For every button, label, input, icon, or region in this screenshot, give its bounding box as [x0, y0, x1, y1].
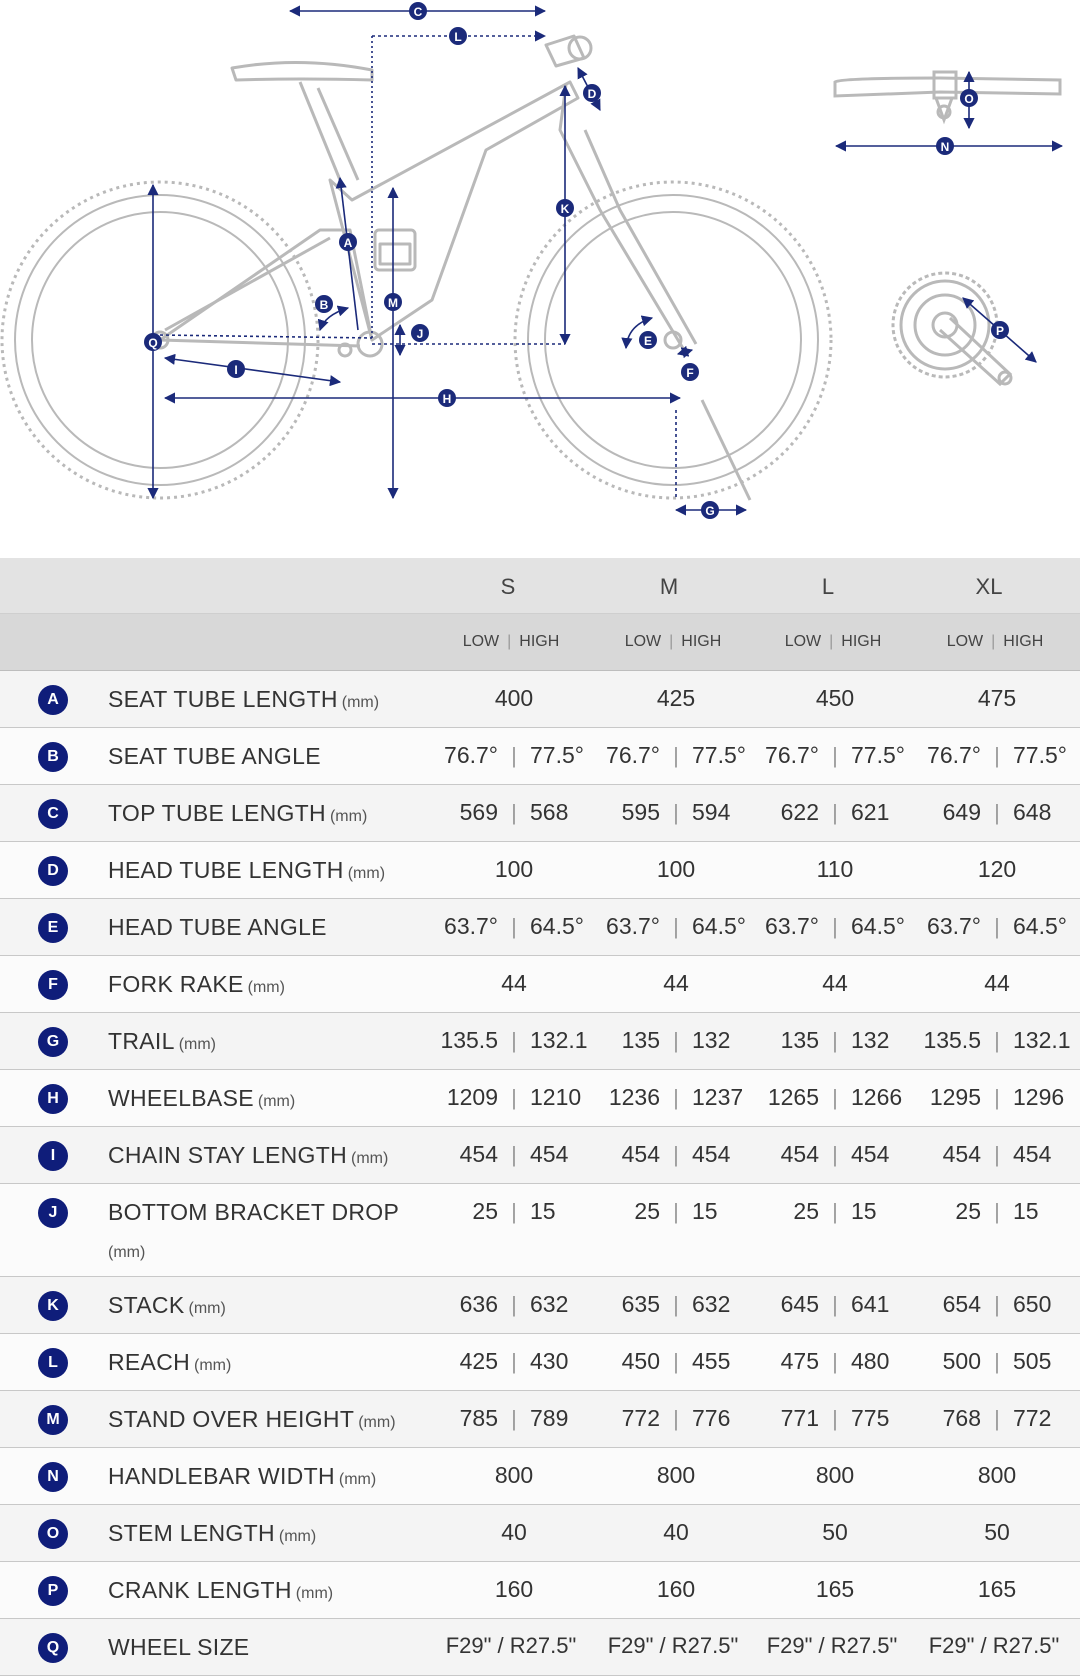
size-s: S — [500, 574, 516, 599]
row-letter-badge: A — [38, 685, 68, 715]
value-low: 76.7° — [765, 742, 819, 768]
value-high: 15 — [692, 1198, 718, 1224]
value-cell: 50 — [984, 1519, 1010, 1545]
row-label: CRANK LENGTH (mm) — [108, 1577, 334, 1603]
value-high: 776 — [692, 1405, 731, 1431]
value-high: 775 — [851, 1405, 890, 1431]
value-separator: | — [511, 743, 517, 768]
value-separator: | — [832, 743, 838, 768]
value-separator: | — [673, 914, 679, 939]
value-separator: | — [511, 1406, 517, 1431]
value-high: 15 — [851, 1198, 877, 1224]
table-row — [0, 1562, 1080, 1619]
value-high: 64.5° — [1013, 913, 1067, 939]
size-m: M — [659, 574, 679, 599]
value-low: 25 — [793, 1198, 819, 1224]
value-high: 568 — [530, 799, 569, 825]
value-separator: | — [832, 1349, 838, 1374]
value-cell: 165 — [977, 1576, 1017, 1602]
value-cell: 44 — [984, 970, 1010, 996]
value-low: 636 — [459, 1291, 498, 1317]
value-separator: | — [673, 1028, 679, 1053]
svg-text:M: M — [388, 296, 398, 310]
marker-E — [639, 331, 657, 349]
row-unit: (mm) — [295, 1585, 334, 1602]
value-low: 76.7° — [927, 742, 981, 768]
bike-geometry-diagram — [0, 0, 1080, 558]
svg-text:L: L — [454, 30, 462, 44]
value-separator: | — [511, 1349, 517, 1374]
value-low: 135 — [780, 1027, 819, 1053]
marker-M — [384, 293, 402, 311]
svg-text:K: K — [560, 202, 570, 216]
value-separator: | — [832, 1292, 838, 1317]
value-separator: | — [511, 1142, 517, 1167]
value-low: 475 — [780, 1348, 819, 1374]
value-high: 454 — [692, 1141, 731, 1167]
row-label: REACH (mm) — [108, 1349, 232, 1375]
value-cell: 110 — [816, 856, 854, 882]
value-separator: | — [673, 1199, 679, 1224]
value-separator: | — [511, 914, 517, 939]
table-row — [0, 1334, 1080, 1391]
value-cell: 44 — [663, 970, 689, 996]
row-label: HEAD TUBE ANGLE — [108, 914, 327, 940]
value-low: 76.7° — [444, 742, 498, 768]
value-low: 450 — [621, 1348, 660, 1374]
table-row — [0, 1448, 1080, 1505]
row-unit: (mm) — [178, 1036, 216, 1053]
svg-text:N: N — [940, 140, 950, 154]
value-cell: 100 — [494, 856, 534, 882]
value-high: 1266 — [851, 1084, 903, 1110]
value-separator: | — [832, 800, 838, 825]
value-cell: 40 — [663, 1519, 689, 1545]
table-row — [0, 1184, 1080, 1277]
value-separator: | — [511, 1028, 517, 1053]
value-high: 632 — [530, 1291, 569, 1317]
marker-I — [227, 360, 245, 378]
row-letter-badge: H — [38, 1084, 68, 1114]
value-cell: 50 — [822, 1519, 848, 1545]
lowhigh-l: LOW | HIGH — [784, 633, 882, 650]
value-cell: 475 — [977, 685, 1017, 711]
row-unit: (mm) — [108, 1244, 146, 1261]
value-low: 63.7° — [765, 913, 819, 939]
svg-text:A: A — [343, 236, 353, 250]
svg-text:Q: Q — [148, 336, 158, 350]
value-separator: | — [511, 1292, 517, 1317]
size-xl: XL — [975, 574, 1003, 599]
marker-P — [991, 321, 1009, 339]
value-high: 1237 — [692, 1084, 744, 1110]
value-low: 454 — [942, 1141, 981, 1167]
value-low: 425 — [459, 1348, 498, 1374]
value-low: 635 — [621, 1291, 660, 1317]
row-unit: (mm) — [278, 1528, 317, 1545]
value-high: 455 — [692, 1348, 731, 1374]
marker-A — [339, 233, 357, 251]
value-cell: 400 — [494, 685, 534, 711]
value-low: 649 — [942, 799, 981, 825]
value-low: 768 — [942, 1405, 981, 1431]
svg-text:O: O — [964, 92, 974, 106]
table-row — [0, 728, 1080, 785]
row-label: SEAT TUBE ANGLE — [108, 743, 321, 769]
value-high: 650 — [1013, 1291, 1052, 1317]
value-low: 1236 — [608, 1084, 660, 1110]
svg-text:J: J — [416, 327, 424, 341]
value-low: 135 — [621, 1027, 660, 1053]
value-separator: | — [673, 1292, 679, 1317]
value-separator: | — [832, 1028, 838, 1053]
row-unit: (mm) — [347, 865, 386, 882]
value-low: 25 — [634, 1198, 660, 1224]
marker-D — [583, 84, 601, 102]
value-high: 132 — [851, 1027, 890, 1053]
value-cell: F29" / R27.5" — [928, 1633, 1060, 1658]
value-low: 454 — [780, 1141, 819, 1167]
row-letter-badge: O — [38, 1519, 68, 1549]
value-high: 772 — [1013, 1405, 1052, 1431]
marker-N — [936, 137, 954, 155]
value-cell: 120 — [977, 856, 1017, 882]
row-label: STACK (mm) — [108, 1292, 226, 1318]
value-separator: | — [832, 1085, 838, 1110]
table-row — [0, 1013, 1080, 1070]
value-separator: | — [994, 743, 1000, 768]
row-label: SEAT TUBE LENGTH (mm) — [108, 686, 380, 712]
row-unit: (mm) — [329, 808, 368, 825]
value-cell: 800 — [977, 1462, 1017, 1488]
row-letter-badge: K — [38, 1291, 68, 1321]
value-high: 641 — [851, 1291, 890, 1317]
value-high: 594 — [692, 799, 731, 825]
svg-text:E: E — [643, 334, 653, 348]
marker-C — [409, 2, 427, 20]
value-high: 64.5° — [692, 913, 746, 939]
value-cell: 100 — [656, 856, 696, 882]
value-cell: 44 — [501, 970, 527, 996]
row-unit: (mm) — [247, 979, 285, 996]
table-row — [0, 1127, 1080, 1184]
value-cell: 800 — [656, 1462, 696, 1488]
value-high: 621 — [851, 799, 890, 825]
marker-L — [449, 27, 467, 45]
value-high: 430 — [530, 1348, 569, 1374]
value-separator: | — [994, 1142, 1000, 1167]
value-low: 76.7° — [606, 742, 660, 768]
value-high: 132.1 — [1013, 1027, 1071, 1053]
value-separator: | — [994, 1199, 1000, 1224]
value-high: 15 — [530, 1198, 556, 1224]
row-unit: (mm) — [194, 1357, 232, 1374]
value-separator: | — [994, 1292, 1000, 1317]
value-cell: 800 — [815, 1462, 855, 1488]
row-unit: (mm) — [338, 1471, 377, 1488]
value-separator: | — [511, 800, 517, 825]
row-label: HEAD TUBE LENGTH (mm) — [108, 857, 386, 883]
row-unit: (mm) — [358, 1414, 396, 1431]
value-separator: | — [994, 914, 1000, 939]
value-separator: | — [832, 1406, 838, 1431]
value-high: 77.5° — [851, 742, 905, 768]
table-row — [0, 1505, 1080, 1562]
marker-K — [556, 199, 574, 217]
handlebar-inset — [835, 72, 1060, 120]
value-separator: | — [994, 1406, 1000, 1431]
row-label: TOP TUBE LENGTH (mm) — [108, 800, 368, 826]
row-letter-badge: I — [38, 1141, 68, 1171]
value-low: 622 — [780, 799, 819, 825]
table-row — [0, 842, 1080, 899]
value-high: 1210 — [530, 1084, 582, 1110]
value-low: 569 — [459, 799, 498, 825]
value-cell: F29" / R27.5" — [766, 1633, 898, 1658]
row-letter-badge: B — [38, 742, 68, 772]
value-separator: | — [994, 1028, 1000, 1053]
value-low: 454 — [459, 1141, 498, 1167]
svg-text:I: I — [234, 363, 238, 377]
value-high: 505 — [1013, 1348, 1052, 1374]
lowhigh-s: LOW | HIGH — [462, 633, 560, 650]
value-separator: | — [511, 1085, 517, 1110]
value-separator: | — [832, 1142, 838, 1167]
geometry-rows — [0, 671, 1080, 1676]
row-letter-badge: L — [38, 1348, 68, 1378]
value-low: 135.5 — [923, 1027, 981, 1053]
row-label: BOTTOM BRACKET DROP — [108, 1199, 400, 1225]
value-separator: | — [673, 1142, 679, 1167]
row-letter-badge: N — [38, 1462, 68, 1492]
svg-text:B: B — [319, 298, 329, 312]
row-letter-badge: M — [38, 1405, 68, 1435]
table-row — [0, 1391, 1080, 1448]
marker-O — [960, 89, 978, 107]
value-cell: 165 — [815, 1576, 855, 1602]
marker-F — [681, 363, 699, 381]
marker-G — [701, 501, 719, 519]
value-cell: 160 — [494, 1576, 534, 1602]
value-high: 454 — [1013, 1141, 1052, 1167]
value-high: 132.1 — [530, 1027, 588, 1053]
value-cell: 160 — [656, 1576, 696, 1602]
row-label: WHEEL SIZE — [108, 1634, 250, 1660]
value-high: 132 — [692, 1027, 731, 1053]
table-row — [0, 1277, 1080, 1334]
svg-text:P: P — [995, 324, 1005, 338]
value-low: 1295 — [929, 1084, 981, 1110]
row-label: STAND OVER HEIGHT (mm) — [108, 1406, 396, 1432]
front-wheel — [515, 182, 831, 498]
row-letter-badge: P — [38, 1576, 68, 1606]
row-label: STEM LENGTH (mm) — [108, 1520, 317, 1546]
row-unit: (mm) — [257, 1093, 296, 1110]
bike-frame — [152, 36, 750, 500]
value-separator: | — [832, 1199, 838, 1224]
value-low: 135.5 — [440, 1027, 498, 1053]
value-high: 454 — [530, 1141, 569, 1167]
value-cell: F29" / R27.5" — [445, 1633, 577, 1658]
value-low: 785 — [459, 1405, 498, 1431]
value-low: 595 — [621, 799, 660, 825]
row-letter-badge: D — [38, 856, 68, 886]
value-low: 454 — [621, 1141, 660, 1167]
svg-text:D: D — [587, 87, 597, 101]
value-high: 64.5° — [851, 913, 905, 939]
row-label: CHAIN STAY LENGTH (mm) — [108, 1142, 389, 1168]
table-row — [0, 956, 1080, 1013]
row-letter-badge: J — [38, 1198, 68, 1228]
value-cell: 800 — [494, 1462, 534, 1488]
svg-text:C: C — [413, 5, 423, 19]
value-cell: 44 — [822, 970, 848, 996]
value-low: 63.7° — [927, 913, 981, 939]
value-high: 648 — [1013, 799, 1052, 825]
row-label: WHEELBASE (mm) — [108, 1085, 296, 1111]
value-low: 25 — [472, 1198, 498, 1224]
value-separator: | — [673, 743, 679, 768]
value-low: 25 — [955, 1198, 981, 1224]
row-unit: (mm) — [350, 1150, 389, 1167]
svg-text:F: F — [686, 366, 694, 380]
value-cell: 425 — [656, 685, 696, 711]
row-label: HANDLEBAR WIDTH (mm) — [108, 1463, 377, 1489]
svg-text:G: G — [705, 504, 715, 518]
table-row — [0, 671, 1080, 728]
row-label: FORK RAKE (mm) — [108, 971, 285, 997]
low-high-header-row — [0, 614, 1080, 671]
lowhigh-xl: LOW | HIGH — [946, 633, 1044, 650]
value-separator: | — [994, 1349, 1000, 1374]
value-low: 645 — [780, 1291, 819, 1317]
svg-text:H: H — [442, 392, 452, 406]
table-row — [0, 1619, 1080, 1676]
row-letter-badge: C — [38, 799, 68, 829]
value-separator: | — [511, 1199, 517, 1224]
value-low: 63.7° — [606, 913, 660, 939]
value-high: 77.5° — [530, 742, 584, 768]
row-unit: (mm) — [188, 1300, 226, 1317]
value-cell: F29" / R27.5" — [607, 1633, 739, 1658]
value-cell: 450 — [815, 685, 855, 711]
value-low: 1265 — [767, 1084, 819, 1110]
value-separator: | — [994, 800, 1000, 825]
row-unit: (mm) — [341, 694, 380, 711]
value-separator: | — [832, 914, 838, 939]
row-letter-badge: G — [38, 1027, 68, 1057]
value-high: 454 — [851, 1141, 890, 1167]
geometry-table — [0, 558, 1080, 1676]
value-separator: | — [994, 1085, 1000, 1110]
table-row — [0, 899, 1080, 956]
marker-J — [411, 324, 429, 342]
lowhigh-m: LOW | HIGH — [624, 633, 722, 650]
value-low: 1209 — [446, 1084, 498, 1110]
table-row — [0, 1070, 1080, 1127]
value-low: 771 — [780, 1405, 819, 1431]
size-header-row — [0, 558, 1080, 614]
row-letter-badge: F — [38, 970, 68, 1000]
value-high: 77.5° — [692, 742, 746, 768]
row-label: TRAIL (mm) — [108, 1028, 216, 1054]
value-high: 15 — [1013, 1198, 1039, 1224]
value-low: 772 — [621, 1405, 660, 1431]
value-high: 632 — [692, 1291, 731, 1317]
value-separator: | — [673, 1406, 679, 1431]
value-separator: | — [673, 800, 679, 825]
marker-B — [315, 295, 333, 313]
value-separator: | — [673, 1085, 679, 1110]
value-low: 654 — [942, 1291, 981, 1317]
value-high: 77.5° — [1013, 742, 1067, 768]
value-high: 789 — [530, 1405, 569, 1431]
value-high: 480 — [851, 1348, 890, 1374]
row-letter-badge: Q — [38, 1633, 68, 1663]
value-high: 64.5° — [530, 913, 584, 939]
marker-Q — [144, 333, 162, 351]
table-row — [0, 785, 1080, 842]
value-low: 63.7° — [444, 913, 498, 939]
value-high: 1296 — [1013, 1084, 1065, 1110]
value-low: 500 — [942, 1348, 981, 1374]
marker-H — [438, 389, 456, 407]
size-l: L — [821, 574, 835, 599]
value-cell: 40 — [501, 1519, 527, 1545]
row-letter-badge: E — [38, 913, 68, 943]
value-separator: | — [673, 1349, 679, 1374]
